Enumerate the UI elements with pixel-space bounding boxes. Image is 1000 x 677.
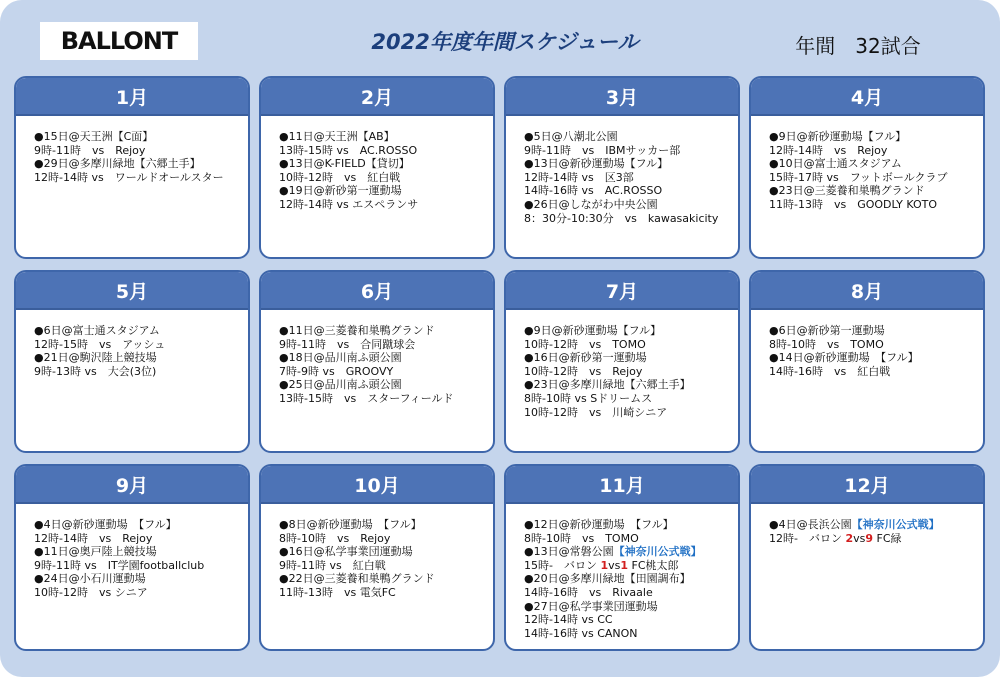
event-line: ●27日@私学事業団運動場 <box>524 599 658 613</box>
event-line: ●9日@新砂運動場【フル】 <box>769 130 907 143</box>
month-events <box>506 504 738 640</box>
event-line: 12時-15時 vs アッシュ <box>34 337 166 351</box>
month-header: 9月 <box>16 466 248 504</box>
event-line: 12時-14時 vs Rejoy <box>34 531 153 545</box>
event-line: ●11日@奥戸陸上競技場 <box>34 545 157 559</box>
event-line: 7時-9時 vs GROOVY <box>279 364 394 378</box>
month-card-2 <box>259 76 495 259</box>
event-line: ●13日@K-FIELD【貸切】 <box>279 157 410 171</box>
event-line: 9時-11時 vs 紅白戦 <box>279 558 386 572</box>
event-line: 11時-13時 vs 電気FC <box>279 585 396 599</box>
event-line: 14時-16時 vs AC.ROSSO <box>524 184 663 198</box>
month-header: 11月 <box>506 466 738 504</box>
event-line: 14時-16時 vs 紅白戦 <box>769 364 891 378</box>
event-line: 9時-11時 vs IT学園footballclub <box>34 558 205 572</box>
month-header: 12月 <box>751 466 983 504</box>
month-card-5 <box>14 270 250 453</box>
event-line: ●15日@天王洲【C面】 <box>34 130 154 143</box>
page-title: 2022年度年間スケジュール <box>371 30 639 54</box>
month-card-6 <box>259 270 495 453</box>
event-line: ●6日@富士通スタジアム <box>34 324 160 337</box>
event-venue: ●13日@常磐公園 <box>524 545 614 559</box>
month-events <box>751 116 983 212</box>
event-line: 13時-15時 vs AC.ROSSO <box>279 143 418 157</box>
event-line: ●11日@天王洲【AB】 <box>279 130 395 143</box>
month-events <box>16 310 248 378</box>
home-score: 1 <box>600 558 609 572</box>
month-events <box>16 116 248 184</box>
event-line: ●13日@新砂運動場【フル】 <box>524 157 669 171</box>
event-line: ●18日@品川南ふ頭公園 <box>279 351 402 365</box>
away-score: 1 <box>620 558 629 572</box>
month-card-11 <box>504 464 740 651</box>
event-line: 12時-14時 vs エスペランサ <box>279 197 419 211</box>
month-card-8 <box>749 270 985 453</box>
month-card-7 <box>504 270 740 453</box>
month-header: 3月 <box>506 78 738 116</box>
event-line: ●6日@新砂第一運動場 <box>769 324 885 337</box>
event-line: 8：30分-10:30分 vs kawasakicity <box>524 211 719 225</box>
event-line: 10時-12時 vs シニア <box>34 585 148 599</box>
away-score: 9 <box>865 531 874 545</box>
event-line: ●14日@新砂運動場 【フル】 <box>769 351 919 365</box>
event-line: ●4日@新砂運動場 【フル】 <box>34 518 177 531</box>
score-line: 12時- バロン 2vs9 FC緑 <box>769 531 902 545</box>
month-card-12 <box>749 464 985 651</box>
month-header: 4月 <box>751 78 983 116</box>
month-header: 6月 <box>261 272 493 310</box>
event-line: 9時-11時 vs Rejoy <box>34 143 146 157</box>
event-line: 12時-14時 vs ワールドオールスター <box>34 170 224 184</box>
month-events <box>506 116 738 225</box>
month-header: 2月 <box>261 78 493 116</box>
event-line: 14時-16時 vs Rivaale <box>524 585 653 599</box>
event-line: ●5日@八潮北公園 <box>524 130 618 143</box>
event-line: ●11日@三菱養和巣鴨グランド <box>279 324 435 337</box>
official-match-tag: 【神奈川公式戦】 <box>851 518 940 531</box>
official-match-tag: 【神奈川公式戦】 <box>613 545 702 559</box>
event-line: ●16日@私学事業団運動場 <box>279 545 413 559</box>
event-line: 9時-13時 vs 大会(3位) <box>34 364 157 378</box>
event-line: 15時-17時 vs フットボールクラブ <box>769 170 948 184</box>
event-line: 9時-11時 vs IBMサッカー部 <box>524 143 681 157</box>
event-line: ●8日@新砂運動場 【フル】 <box>279 518 422 531</box>
event-line: ●26日@しながわ中央公園 <box>524 197 658 211</box>
month-header: 7月 <box>506 272 738 310</box>
event-line: ●19日@新砂第一運動場 <box>279 184 402 198</box>
event-line: ●23日@三菱養和巣鴨グランド <box>769 184 925 198</box>
home-score: 2 <box>845 531 854 545</box>
event-line: ●12日@新砂運動場 【フル】 <box>524 518 674 531</box>
month-header: 5月 <box>16 272 248 310</box>
event-line: ●20日@多摩川緑地【田園調布】 <box>524 572 691 586</box>
event-line <box>524 545 738 559</box>
event-line: 8時-10時 vs Sドリームス <box>524 391 653 405</box>
score-line: 15時- バロン 1vs1 FC桃太郎 <box>524 558 679 572</box>
event-line: 12時-14時 vs Rejoy <box>769 143 888 157</box>
event-line: 8時-10時 vs TOMO <box>524 531 639 545</box>
month-events <box>16 504 248 600</box>
event-line: 10時-12時 vs 紅白戦 <box>279 170 401 184</box>
event-line: ●16日@新砂第一運動場 <box>524 351 647 365</box>
event-line: 10時-12時 vs 川崎シニア <box>524 405 668 419</box>
season-summary: 年間 32試合 <box>795 34 921 58</box>
logo-text: BALLONT <box>60 27 178 55</box>
event-line <box>769 518 983 532</box>
event-line: ●21日@駒沢陸上競技場 <box>34 351 157 365</box>
event-line: 12時-14時 vs 区3部 <box>524 170 634 184</box>
month-card-3 <box>504 76 740 259</box>
event-line: ●10日@富士通スタジアム <box>769 157 902 171</box>
event-line: ●29日@多摩川緑地【六郷土手】 <box>34 157 201 171</box>
month-header: 1月 <box>16 78 248 116</box>
month-card-1 <box>14 76 250 259</box>
event-line: ●24日@小石川運動場 <box>34 572 146 586</box>
event-line: 14時-16時 vs CANON <box>524 626 638 640</box>
event-line: ●23日@多摩川緑地【六郷土手】 <box>524 378 691 392</box>
month-header: 10月 <box>261 466 493 504</box>
event-line: 13時-15時 vs スターフィールド <box>279 391 454 405</box>
event-line: 8時-10時 vs TOMO <box>769 337 884 351</box>
month-header: 8月 <box>751 272 983 310</box>
month-events <box>261 116 493 212</box>
month-events <box>261 504 493 600</box>
month-events <box>751 504 983 545</box>
event-line: 10時-12時 vs TOMO <box>524 337 646 351</box>
event-line: 8時-10時 vs Rejoy <box>279 531 391 545</box>
ballont-logo <box>40 22 198 60</box>
event-line: 9時-11時 vs 合同蹴球会 <box>279 337 416 351</box>
event-line: 11時-13時 vs GOODLY KOTO <box>769 197 938 211</box>
event-line: ●22日@三菱養和巣鴨グランド <box>279 572 435 586</box>
month-events <box>261 310 493 406</box>
month-events <box>506 310 738 419</box>
event-line: ●25日@品川南ふ頭公園 <box>279 378 402 392</box>
event-line: 12時-14時 vs CC <box>524 613 613 627</box>
month-card-9 <box>14 464 250 651</box>
month-card-10 <box>259 464 495 651</box>
month-card-4 <box>749 76 985 259</box>
month-events <box>751 310 983 378</box>
event-line: ●9日@新砂運動場【フル】 <box>524 324 662 337</box>
event-venue: ●4日@長浜公園 <box>769 518 852 531</box>
event-line: 10時-12時 vs Rejoy <box>524 364 643 378</box>
